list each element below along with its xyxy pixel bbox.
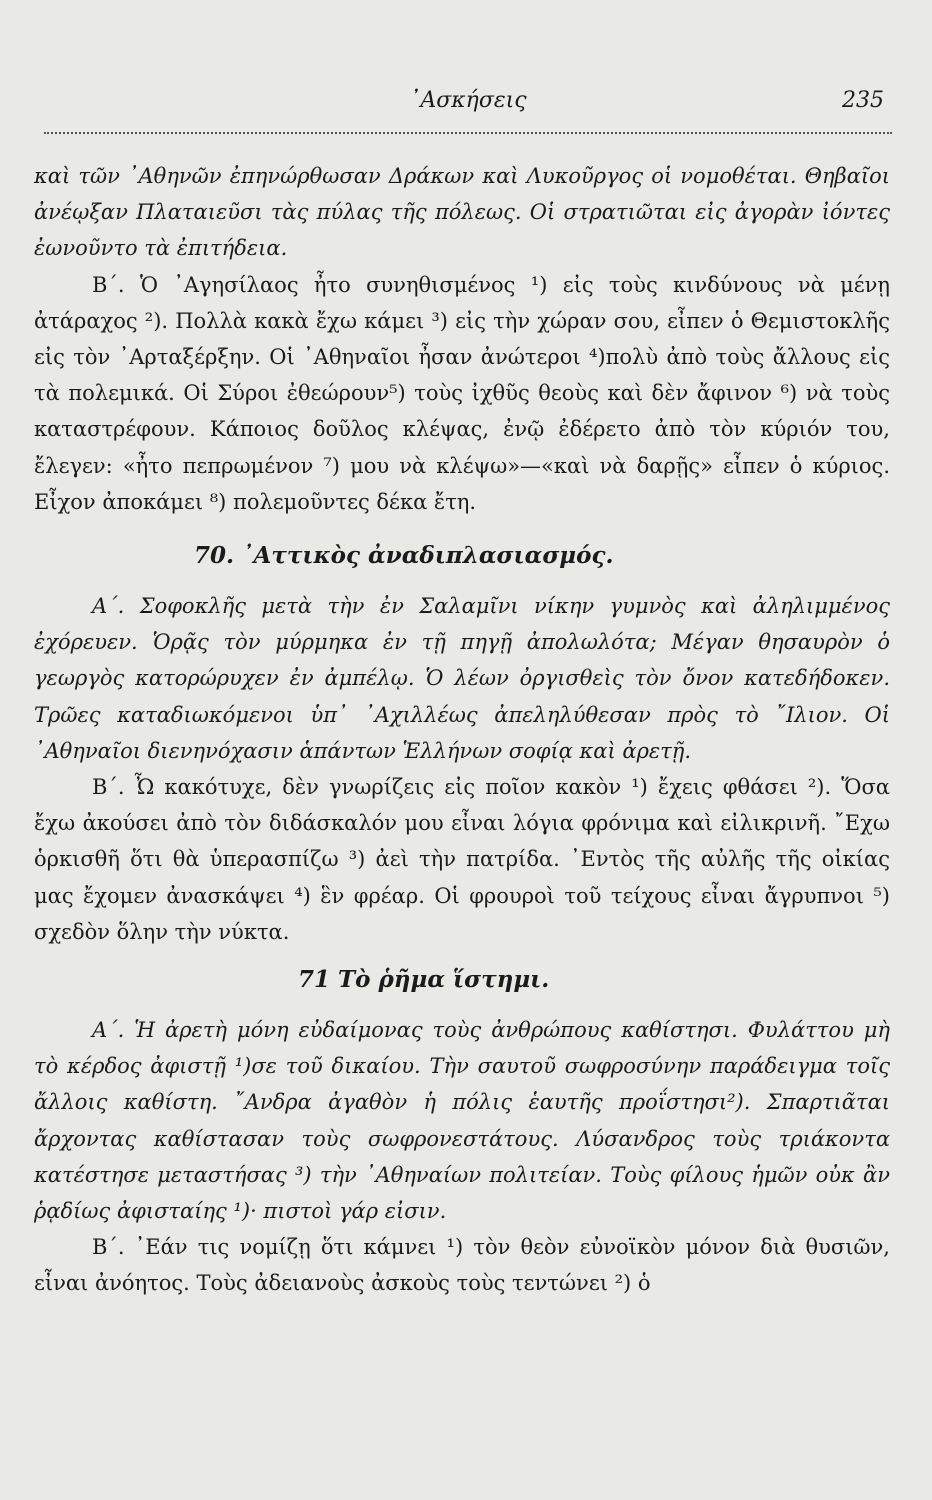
page-header	[44, 88, 892, 118]
paragraph-71-b: Β΄. ᾿Εάν τις νομίζῃ ὅτι κάμνει ¹) τὸν θεὸν εὐνοϊκὸν μόνον διὰ θυσιῶν, εἶναι ἀνόητος. Τοὺς ἀδειανοὺς ἀσκοὺς τοὺς τεντώνει ²) ὁ	[34, 1235, 890, 1296]
page-body	[34, 158, 890, 1302]
paragraph-exercise-a-continued: καὶ τῶν ᾿Αθηνῶν ἐπηνώρθωσαν Δράκων καὶ Λυκοῦργος οἱ νομοθέται. Θηβαῖοι ἀνέῳξαν Πλαταιεῦσι τὰς πύλας τῆς πόλεως. Οἱ στρατιῶται εἰς ἀγορὰν ἰόντες ἐωνοῦντο τὰ ἐπιτήδεια.	[34, 164, 890, 261]
paragraph-70-b: Β΄. Ὦ κακότυχε, δὲν γνωρίζεις εἰς ποῖον κακὸν ¹) ἔχεις φθάσει ²). Ὅσα ἔχω ἀκούσει ἀπὸ τὸν διδάσκαλόν μου εἶναι λόγια φρόνιμα καὶ εἰλικρινῆ. ῎Εχω ὁρκισθῆ ὅτι θὰ ὑπερασπίζω ³) ἀεὶ τὴν πατρίδα. ᾿Εντὸς τῆς αὐλῆς τῆς οἰκίας μας ἔχομεν ἀνασκάψει ⁴) ἓν φρέαρ. Οἱ φρουροὶ τοῦ τείχους εἶναι ἄγρυπνοι ⁵) σχεδὸν ὅλην τὴν νύκτα.	[34, 775, 890, 944]
running-title: ᾿Ασκήσεις	[409, 88, 527, 113]
header-divider	[44, 132, 892, 134]
section-heading-71: 71 Τὸ ῥῆμα ἵστημι.	[298, 966, 550, 994]
paragraph-70-a: Α΄. Σοφοκλῆς μετὰ τὴν ἐν Σαλαμῖνι νίκην γυμνὸς καὶ ἀληλιμμένος ἐχόρευεν. Ὁρᾷς τὸν μύρμηκα ἐν τῇ πηγῇ ἀπολωλότα; Μέγαν θησαυρὸν ὁ γεωργὸς κατορώρυχεν ἐν ἀμπέλῳ. Ὁ λέων ὀργισθεὶς τὸν ὄνον κατεδήδοκεν. Τρῶες καταδιωκόμενοι ὑπ᾿ ᾿Αχιλλέως ἀπεληλύθεσαν πρὸς τὸ ῎Ιλιον. Οἱ ᾿Αθηναῖοι διενηνόχασιν ἁπάντων Ἑλλήνων σοφίᾳ καὶ ἀρετῇ.	[34, 594, 890, 763]
page-number: 235	[842, 88, 884, 113]
paragraph-exercise-b: Β΄. Ὁ ᾿Αγησίλαος ἦτο συνηθισμένος ¹) εἰς τοὺς κινδύνους νὰ μένῃ ἀτάραχος ²). Πολλὰ κακὰ ἔχω κάμει ³) εἰς τὴν χώραν σου, εἶπεν ὁ Θεμιστοκλῆς εἰς τὸν ᾿Αρταξέρξην. Οἱ ᾿Αθηναῖοι ἦσαν ἀνώτεροι ⁴)πολὺ ἀπὸ τοὺς ἄλλους εἰς τὰ πολεμικά. Οἱ Σύροι ἐθεώρουν⁵) τοὺς ἰχθῦς θεοὺς καὶ δὲν ἄφινον ⁶) νὰ τοὺς καταστρέφουν. Κάποιος δοῦλος κλέψας, ἐνῷ ἐδέρετο ἀπὸ τὸν κύριόν του, ἔλεγεν: «ἦτο πεπρωμένον ⁷) μου νὰ κλέψω»—«καὶ νὰ δαρῇς» εἶπεν ὁ κύριος. Εἶχον ἀποκάμει ⁸) πολεμοῦντες δέκα ἔτη.	[34, 272, 890, 514]
paragraph-71-a: Α΄. Ἡ ἀρετὴ μόνη εὐδαίμονας τοὺς ἀνθρώπους καθίστησι. Φυλάττου μὴ τὸ κέρδος ἀφιστῇ ¹)σε τοῦ δικαίου. Τὴν σαυτοῦ σωφροσύνην παράδειγμα τοῖς ἄλλοις καθίστη. ῎Ανδρα ἀγαθὸν ἡ πόλις ἑαυτῆς προΐστησι²). Σπαρτιᾶται ἄρχοντας καθίστασαν τοὺς σωφρονεστάτους. Λύσανδρος τοὺς τριάκοντα κατέστησε μεταστήσας ³) τὴν ᾿Αθηναίων πολιτείαν. Τοὺς φίλους ἡμῶν οὐκ ἂν ῥᾳδίως ἀφισταίης ¹)· πιστοὶ γάρ εἰσιν.	[34, 1018, 890, 1224]
section-heading-70: 70. ᾿Αττικὸς ἀναδιπλασιασμός.	[194, 542, 614, 570]
